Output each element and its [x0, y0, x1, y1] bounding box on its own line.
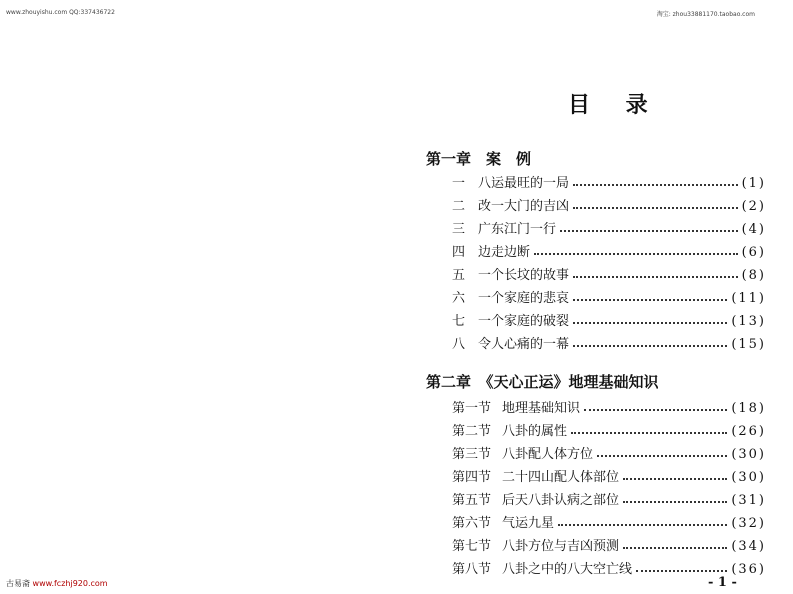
entry-number: 一	[452, 176, 466, 191]
entry-number: 第五节	[452, 493, 492, 508]
entry-page: (8)	[741, 268, 766, 283]
entry-page: (32)	[731, 516, 766, 531]
entry-number: 四	[452, 245, 466, 260]
toc-entry[interactable]	[452, 420, 766, 440]
toc-entry[interactable]	[452, 287, 766, 307]
toc-entry[interactable]	[452, 195, 766, 215]
toc-entry[interactable]	[452, 489, 766, 509]
toc-entry[interactable]	[452, 535, 766, 555]
chapter-1-title: 第一章 案 例	[426, 150, 532, 168]
entry-page: (6)	[741, 245, 766, 260]
entry-title: 后天八卦认病之部位	[502, 493, 620, 508]
toc-entry[interactable]	[452, 172, 766, 192]
entry-number: 第三节	[452, 447, 492, 462]
toc-entry[interactable]	[452, 397, 766, 417]
entry-number: 七	[452, 314, 466, 329]
entry-page: (4)	[741, 222, 766, 237]
entry-title: 八卦之中的八大空亡线	[502, 562, 633, 577]
entry-page: (36)	[731, 562, 766, 577]
header-right-text: 淘宝: zhou33881170.taobao.com	[656, 11, 755, 18]
entry-title: 二十四山配人体部位	[502, 470, 620, 485]
entry-title: 气运九星	[502, 516, 555, 531]
entry-number: 第七节	[452, 539, 492, 554]
footer-site-url[interactable]: www.fczhj920.com	[32, 579, 108, 588]
entry-page: (31)	[731, 493, 766, 508]
toc-entry[interactable]	[452, 264, 766, 284]
dot-leader	[571, 432, 727, 434]
entry-title: 八卦的属性	[502, 424, 568, 439]
entry-number: 第二节	[452, 424, 492, 439]
page-title: 目 录	[568, 92, 662, 118]
entry-page: (34)	[731, 539, 766, 554]
entry-title: 一个家庭的破裂	[478, 314, 570, 329]
dot-leader	[623, 478, 727, 480]
entry-number: 第四节	[452, 470, 492, 485]
toc-entry[interactable]	[452, 466, 766, 486]
dot-leader	[573, 276, 738, 278]
entry-number: 八	[452, 337, 466, 352]
entry-title: 边走边断	[478, 245, 531, 260]
toc-entry[interactable]	[452, 310, 766, 330]
entry-page: (1)	[741, 176, 766, 191]
entry-title: 广东江门一行	[478, 222, 557, 237]
dot-leader	[584, 409, 727, 411]
entry-number: 第六节	[452, 516, 492, 531]
entry-title: 一个长坟的故事	[478, 268, 570, 283]
dot-leader	[636, 570, 727, 572]
entry-page: (30)	[731, 470, 766, 485]
toc-entry[interactable]	[452, 333, 766, 353]
dot-leader	[560, 230, 738, 232]
entry-number: 三	[452, 222, 466, 237]
dot-leader	[623, 501, 727, 503]
dot-leader	[573, 207, 738, 209]
entry-page: (11)	[731, 291, 766, 306]
dot-leader	[534, 253, 738, 255]
dot-leader	[573, 299, 727, 301]
entry-page: (15)	[731, 337, 766, 352]
dot-leader	[573, 345, 727, 347]
dot-leader	[573, 322, 727, 324]
dot-leader	[558, 524, 727, 526]
entry-page: (13)	[731, 314, 766, 329]
entry-number: 第八节	[452, 562, 492, 577]
entry-page: (18)	[731, 401, 766, 416]
entry-page: (30)	[731, 447, 766, 462]
entry-number: 六	[452, 291, 466, 306]
entry-page: (2)	[741, 199, 766, 214]
toc-entry[interactable]	[452, 218, 766, 238]
entry-title: 八卦配人体方位	[502, 447, 594, 462]
entry-page: (26)	[731, 424, 766, 439]
header-left-text: www.zhouyishu.com QQ:337436722	[6, 9, 115, 16]
footer-site-label: 古易斋	[6, 579, 30, 588]
entry-title: 一个家庭的悲哀	[478, 291, 570, 306]
page-number: - 1 -	[708, 575, 737, 590]
entry-number: 第一节	[452, 401, 492, 416]
entry-title: 八卦方位与吉凶预测	[502, 539, 620, 554]
dot-leader	[597, 455, 727, 457]
entry-title: 地理基础知识	[502, 401, 581, 416]
dot-leader	[623, 547, 727, 549]
entry-title: 改一大门的吉凶	[478, 199, 570, 214]
dot-leader	[573, 184, 738, 186]
entry-title: 令人心痛的一幕	[478, 337, 570, 352]
entry-title: 八运最旺的一局	[478, 176, 570, 191]
toc-entry[interactable]	[452, 241, 766, 261]
toc-entry[interactable]	[452, 443, 766, 463]
chapter-2-title: 第二章 《天心正运》地理基础知识	[426, 373, 659, 391]
entry-number: 五	[452, 268, 466, 283]
toc-entry[interactable]	[452, 512, 766, 532]
entry-number: 二	[452, 199, 466, 214]
footer-site	[6, 578, 108, 589]
